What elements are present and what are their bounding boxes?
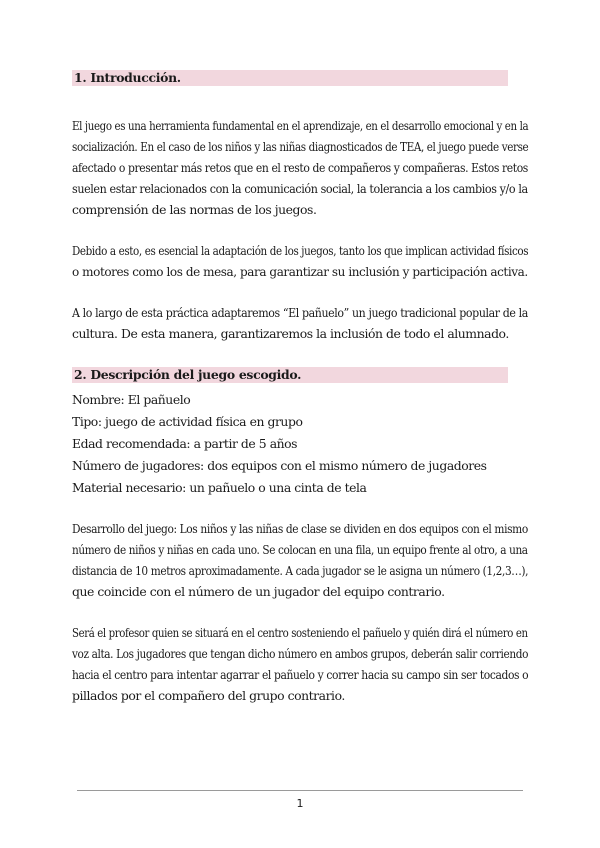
paragraph-line: socialización. En el caso de los niños y las niñas diagnosticados de TEA, el juego puede verse xyxy=(72,139,529,154)
paragraph-line: o motores como los de mesa, para garantizar su inclusión y participación activa. xyxy=(72,264,528,279)
paragraph-line: cultura. De esta manera, garantizaremos la inclusión de todo el alumnado. xyxy=(72,326,509,341)
footer-rule xyxy=(77,790,523,791)
spec-nombre: Nombre: El pañuelo xyxy=(72,392,191,407)
paragraph-line: afectado o presentar más retos que en el resto de compañeros y compañeras. Estos retos xyxy=(72,160,528,175)
paragraph-line: Será el profesor quien se situará en el centro sosteniendo el pañuelo y quién dirá el número en xyxy=(72,625,528,640)
paragraph-line: A lo largo de esta práctica adaptaremos “El pañuelo” un juego tradicional popular de la xyxy=(72,305,528,320)
section-heading-introduccion: 1. Introducción. xyxy=(72,70,508,86)
paragraph-line: suelen estar relacionados con la comunicación social, la tolerancia a los cambios y/o la xyxy=(72,181,528,196)
spec-material: Material necesario: un pañuelo o una cinta de tela xyxy=(72,480,367,495)
page-number: 1 xyxy=(296,797,304,810)
paragraph-line: El juego es una herramienta fundamental en el aprendizaje, en el desarrollo emocional y en la xyxy=(72,118,529,133)
section-heading-descripcion: 2. Descripción del juego escogido. xyxy=(72,367,508,383)
paragraph-line: pillados por el compañero del grupo contrario. xyxy=(72,688,345,703)
spec-tipo: Tipo: juego de actividad física en grupo xyxy=(72,414,303,429)
paragraph-line: número de niños y niñas en cada uno. Se colocan en una fila, un equipo frente al otro, a una xyxy=(72,542,528,557)
spec-jugadores: Número de jugadores: dos equipos con el mismo número de jugadores xyxy=(72,458,487,473)
paragraph-line: Debido a esto, es esencial la adaptación de los juegos, tanto los que implican actividad físicos xyxy=(72,243,529,258)
paragraph-line: que coincide con el número de un jugador del equipo contrario. xyxy=(72,584,445,599)
paragraph-line: comprensión de las normas de los juegos. xyxy=(72,202,317,217)
paragraph-line: hacia el centro para intentar agarrar el pañuelo y correr hacia su campo sin ser tocados o xyxy=(72,667,529,682)
spec-edad: Edad recomendada: a partir de 5 años xyxy=(72,436,298,451)
paragraph-line: Desarrollo del juego: Los niños y las niñas de clase se dividen en dos equipos con el mismo xyxy=(72,521,528,536)
paragraph-line: distancia de 10 metros aproximadamente. A cada jugador se le asigna un número (1,2,3…), xyxy=(72,563,529,578)
paragraph-line: voz alta. Los jugadores que tengan dicho número en ambos grupos, deberán salir corriendo xyxy=(72,646,529,661)
